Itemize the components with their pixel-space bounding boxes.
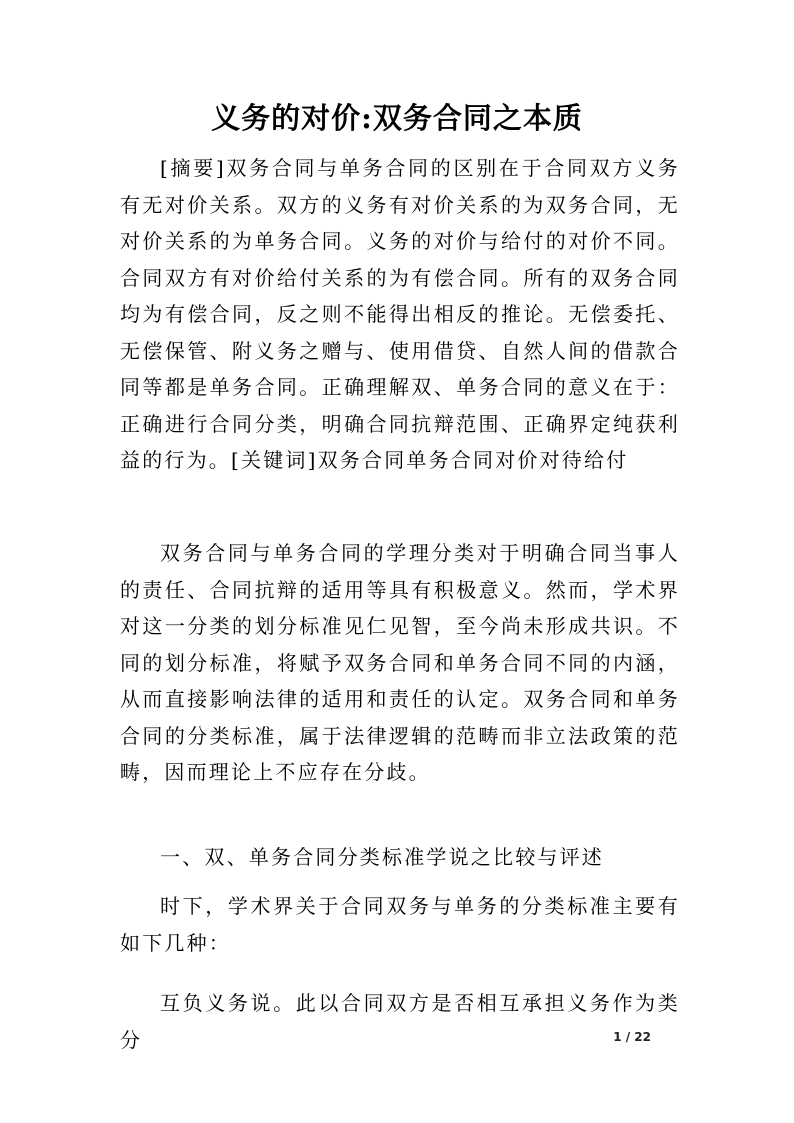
document-title: 义务的对价:双务合同之本质 (211, 101, 583, 135)
page-number: 1 / 22 (613, 1030, 651, 1044)
abstract-paragraph: [摘要]双务合同与单务合同的区别在于合同双方义务有无对价关系。双方的义务有对价关系的为双务合同，无对价关系的为单务合同。义务的对价与给付的对价不同。合同双方有对价给付关系的为有偿合同。所有的双务合同均为有偿合同，反之则不能得出相反的推论。无偿委托、无偿保管、附义务之赠与、使用借贷、自然人间的借款合同等都是单务合同。正确理解双、单务合同的意义在于：正确进行合同分类，明确合同抗辩范围、正确界定纯获利益的行为。[关键词]双务合同单务合同对价对待给付 (120, 156, 680, 472)
intro-paragraph: 双务合同与单务合同的学理分类对于明确合同当事人的责任、合同抗辩的适用等具有积极意义。然而，学术界对这一分类的划分标准见仁见智，至今尚未形成共识。不同的划分标准，将赋予双务合同和单务合同不同的内涵，从而直接影响法律的适用和责任的认定。双务合同和单务合同的分类标准，属于法律逻辑的范畴而非立法政策的范畴，因而理论上不应存在分歧。 (120, 541, 680, 784)
section-heading: 一、双、单务合同分类标准学说之比较与评述 (160, 845, 604, 869)
body-paragraph: 时下，学术界关于合同双务与单务的分类标准主要有如下几种： (120, 894, 680, 955)
body-paragraph: 互负义务说。此以合同双方是否相互承担义务作为类分 (120, 991, 680, 1052)
